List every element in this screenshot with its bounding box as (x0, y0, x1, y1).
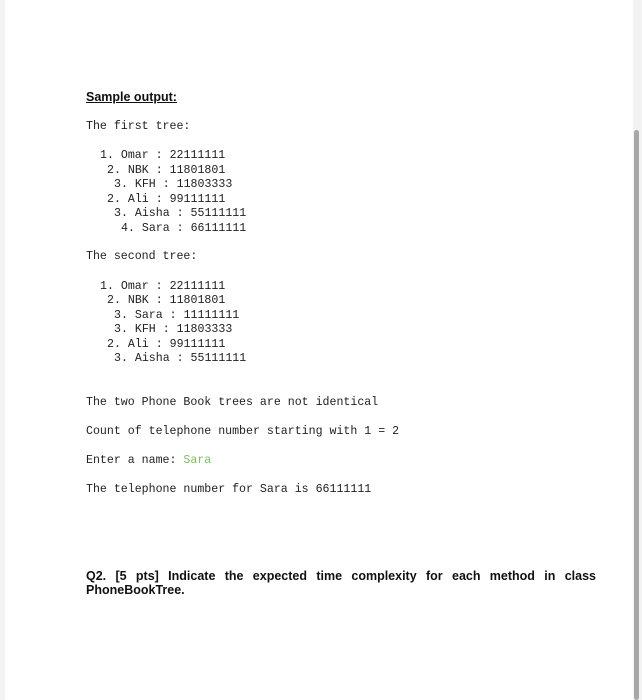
tree-line: 3. Aisha : 55111111 (114, 352, 247, 365)
enter-name-line (86, 454, 211, 468)
tree-line: 3. KFH : 11803333 (114, 178, 233, 191)
tree-line: 2. Ali : 99111111 (107, 338, 226, 351)
count-message: Count of telephone number starting with 1 = 2 (86, 425, 400, 438)
first-tree-label: The first tree: (86, 120, 191, 133)
tree-line: 1. Omar : 22111111 (100, 280, 226, 293)
vertical-scrollbar[interactable] (634, 130, 639, 700)
tree-line: 3. Aisha : 55111111 (114, 207, 247, 220)
tree-line: 2. NBK : 11801801 (107, 294, 226, 307)
tree-line: 1. Omar : 22111111 (100, 149, 226, 162)
enter-name-prompt: Enter a name: (86, 454, 184, 467)
tree-line: 2. Ali : 99111111 (107, 193, 226, 206)
tree-line: 3. Sara : 11111111 (114, 309, 240, 322)
question-q2: Q2. [5 pts] Indicate the expected time complexity for each method in class PhoneBookTree. (86, 569, 596, 597)
identical-message: The two Phone Book trees are not identical (86, 396, 379, 409)
second-tree-label: The second tree: (86, 250, 198, 263)
sample-output-heading: Sample output: (86, 90, 177, 104)
enter-name-value: Sara (183, 454, 212, 467)
result-message: The telephone number for Sara is 66111111 (86, 483, 372, 496)
tree-line: 2. NBK : 11801801 (107, 164, 226, 177)
tree-line: 3. KFH : 11803333 (114, 323, 233, 336)
tree-line: 4. Sara : 66111111 (121, 222, 247, 235)
